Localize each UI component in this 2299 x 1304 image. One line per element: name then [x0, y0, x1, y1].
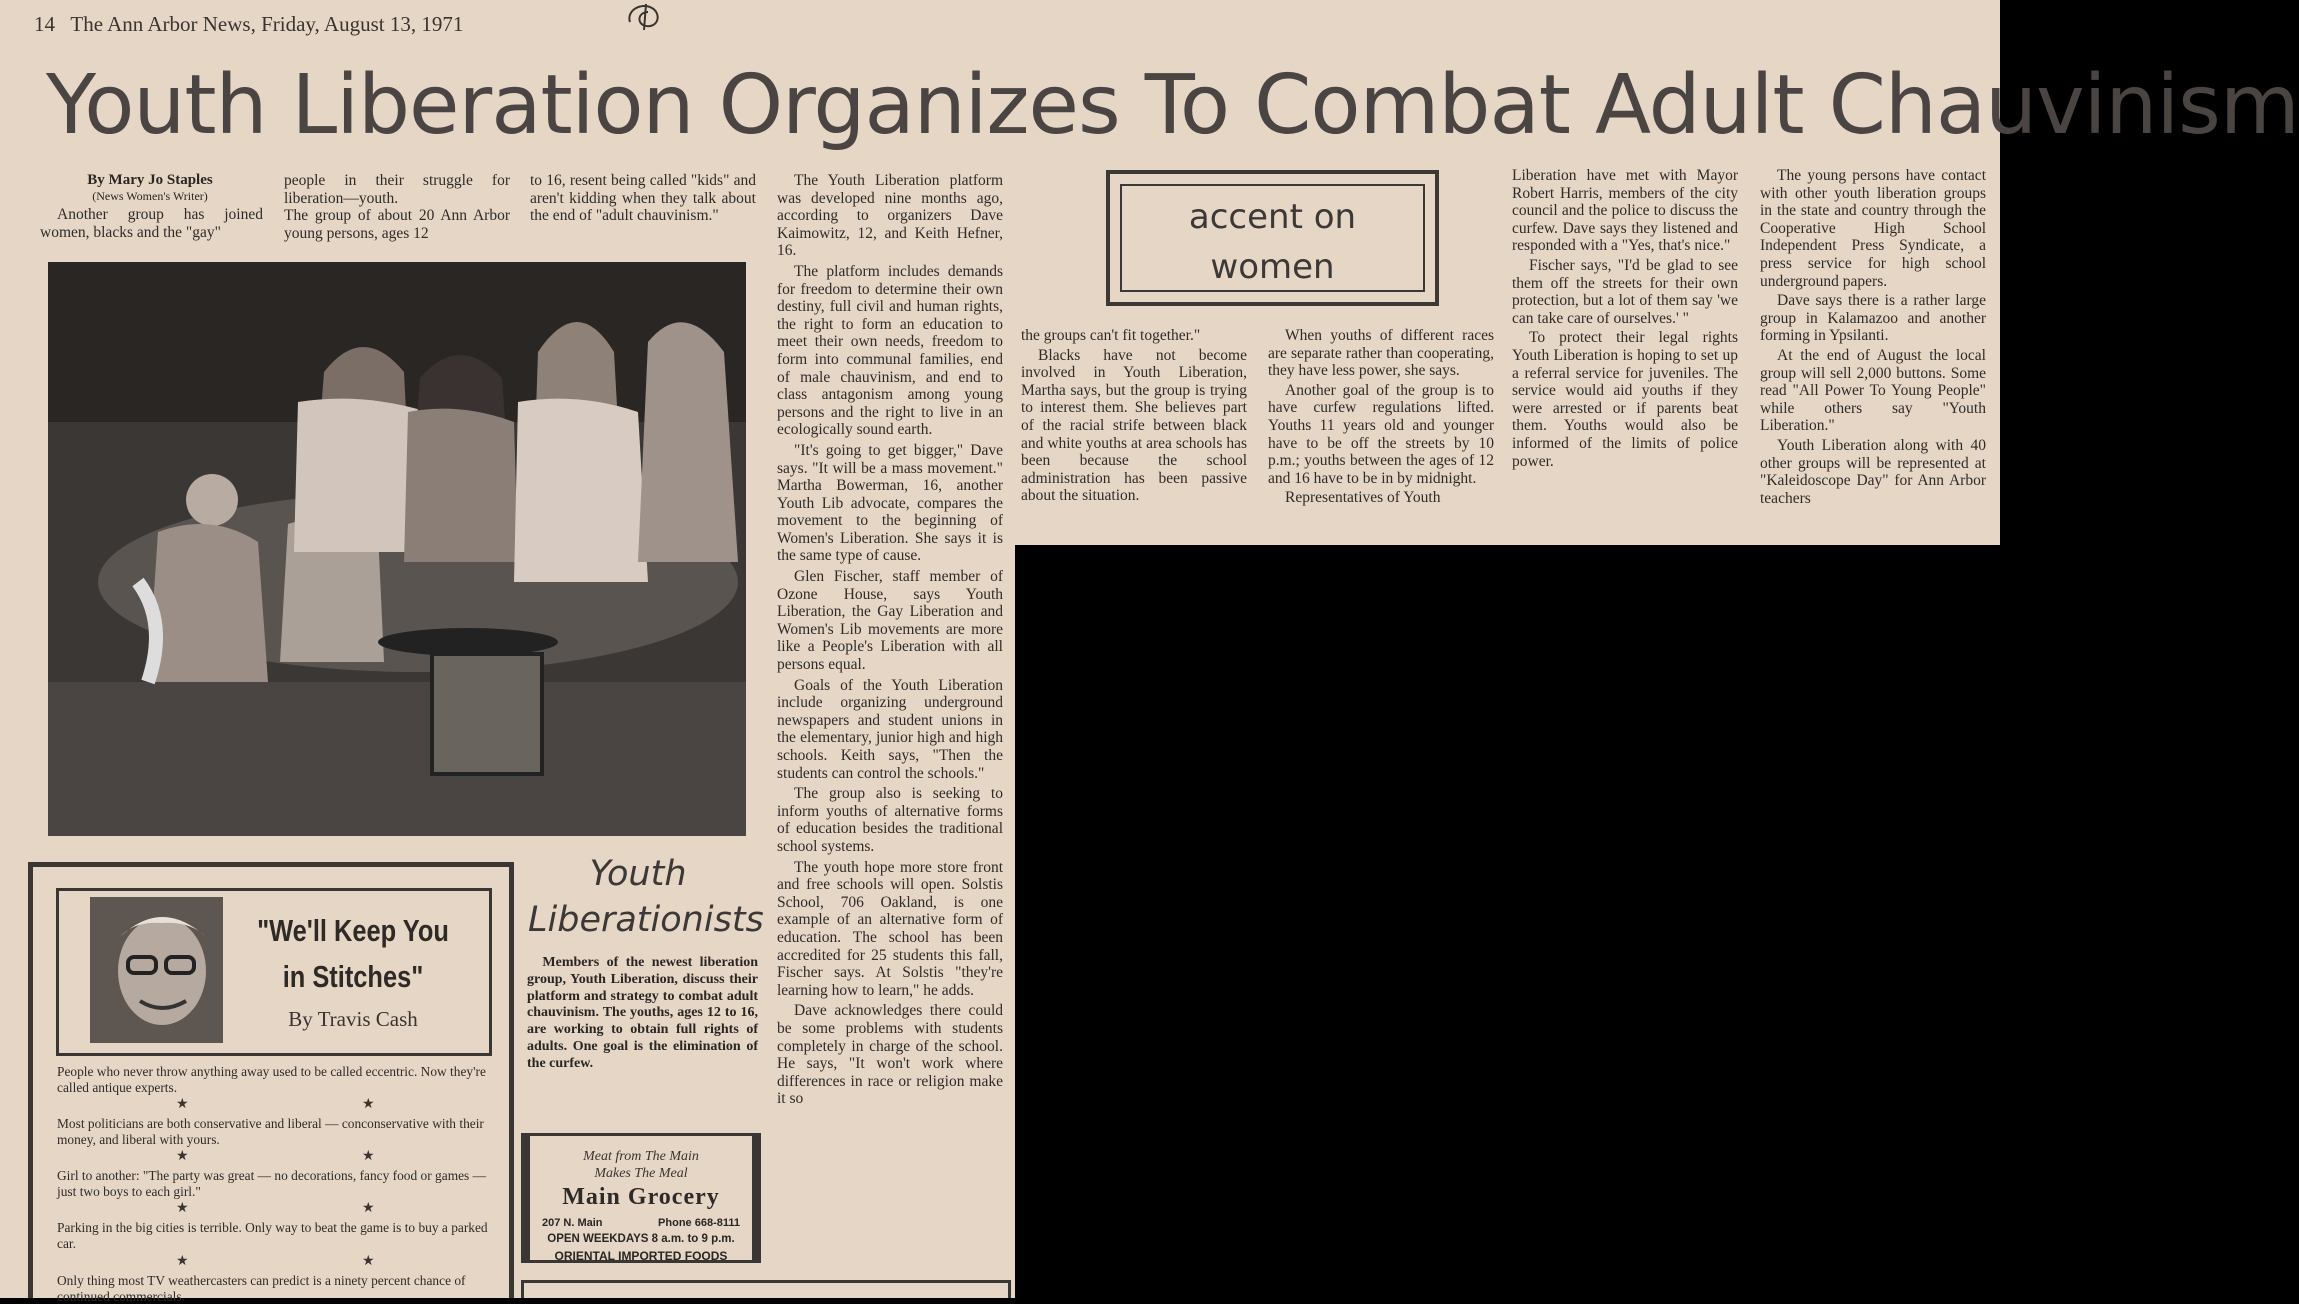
article-paragraph: To protect their legal rights Youth Liberation is hoping to set up a referral service for juveniles. The service would aid youths if they were arrested or if parents beat them. Youths would also be informed of the limits of police power.	[1512, 329, 1738, 470]
joke-item: Parking in the big cities is terrible. Only way to beat the game is to buy a parked car.	[57, 1220, 488, 1251]
joke-item: Most politicians are both conservative and liberal — conconservative with their money, and liberal with yours.	[57, 1116, 484, 1147]
article-paragraph: Dave acknowledges there could be some problems with students completely in charge of the school. He says, "It won't work where differences in race or religion make it so	[777, 1002, 1003, 1108]
article-col8	[1760, 167, 1986, 542]
separator-star: ★	[362, 1149, 375, 1164]
pen-doodle-mark	[622, 0, 672, 34]
article-col6	[1268, 327, 1494, 507]
article-col5	[1021, 327, 1247, 505]
article-paragraph: Fischer says, "I'd be glad to see them off the streets for their own protection, but a lot of them say 'we can take care of ourselves.' "	[1512, 256, 1738, 327]
separator-star: ★	[362, 1201, 375, 1216]
byline-name: By Mary Jo Staples	[87, 172, 213, 188]
article-paragraph: the groups can't fit together."	[1021, 327, 1201, 344]
joke-item: Girl to another: "The party was great — no decorations, fancy food or games — just two boys to each girl."	[57, 1168, 486, 1199]
ad-specialty: ORIENTAL IMPORTED FOODS	[554, 1249, 728, 1263]
bottom-ad-frame	[521, 1280, 1011, 1298]
photo-caption-text: Members of the newest liberation group, Youth Liberation, discuss their platform and strategy to combat adult chauvinism. The youths, ages 12 to 16, are working to obtain full rights of adults. One goal is the elimination of the curfew.	[527, 955, 758, 1071]
separator-star: ★	[176, 1149, 189, 1164]
humor-column-title: "We'll Keep You in Stitches"	[257, 913, 449, 994]
ad-store-name: Main Grocery	[562, 1184, 720, 1210]
article-paragraph: Liberation have met with Mayor Robert Harris, members of the city council and the police to discuss the curfew. Dave says they listened and responded with a "Yes, that's nice."	[1512, 167, 1738, 255]
article-paragraph: Glen Fischer, staff member of Ozone House, says Youth Liberation, the Gay Liberation and Women's Lib movements are more like a People's Liberation with all persons equal.	[777, 568, 1003, 674]
article-paragraph: At the end of August the local group will sell 2,000 buttons. Some read "All Power To Young People" while others say "Youth Liberation."	[1760, 346, 1986, 435]
article-col1-tail: Another group has joined women, blacks and the "gay"	[40, 206, 263, 241]
page-folio: 14 The Ann Arbor News, Friday, August 13, 1971	[34, 12, 464, 36]
accent-on-women-logo	[1106, 170, 1439, 306]
byline-role: (News Women's Writer)	[92, 189, 208, 203]
ad-address: 207 N. Main	[542, 1217, 603, 1229]
article-paragraph: "It's going to get bigger," Dave says. "It will be a mass movement." Martha Bowerman, 16, another Youth Lib advocate, compares the movement to the beginning of Women's Liberation. She says it is the same type of cause.	[777, 441, 1003, 565]
article-paragraph: The Youth Liberation platform was developed nine months ago, according to organizers Dave Kaimowitz, 12, and Keith Hefner, 16.	[777, 172, 1003, 260]
article-col7	[1512, 167, 1738, 470]
separator-star: ★	[176, 1254, 189, 1269]
article-paragraph: The young persons have contact with other youth liberation groups in the state and country through the Cooperative High School Independent Press Syndicate, a press service for high school underground papers.	[1760, 167, 1986, 290]
article-col2: people in their struggle for liberation—youth. The group of about 20 Ann Arbor young persons, ages 12	[284, 172, 510, 242]
article-paragraph: Another goal of the group is to have curfew regulations lifted. Youths 11 years old and younger have to be off the streets by 10 p.m.; youths between the ages of 12 and 16 have to be in by midnight.	[1268, 381, 1494, 487]
headline: Youth Liberation Organizes To Combat Adult Chauvinism	[46, 58, 2299, 153]
joke-item: Only thing most TV weathercasters can predict is a ninety percent chance of continued commercials.	[57, 1273, 466, 1304]
article-paragraph: The youth hope more store front and free schools will open. Solstis School, 706 Oakland, is one example of an alternative form of education. The school has been accredited for 25 students this fall, Fischer says. At Solstis "they're learning how to learn," he adds.	[777, 858, 1003, 999]
joke-item: People who never throw anything away used to be called eccentric. Now they're called antique experts.	[57, 1064, 486, 1095]
photo-caption-title: Youth Liberationists	[528, 854, 764, 940]
columnist-portrait	[90, 897, 223, 1043]
article-paragraph: The group also is seeking to inform youths of alternative forms of education besides the traditional school systems.	[777, 785, 1003, 855]
main-grocery-ad	[521, 1133, 761, 1263]
article-paragraph: Goals of the Youth Liberation include organizing underground newspapers and student unions in the elementary, junior high and high schools. Keith says, "Then the students can control the schools."	[777, 676, 1003, 782]
article-paragraph: Representatives of Youth	[1285, 489, 1441, 507]
article-col4	[777, 172, 1003, 1108]
article-col3: to 16, resent being called "kids" and aren't kidding when they talk about the end of "adult chauvinism."	[530, 172, 756, 225]
article-paragraph: Dave says there is a rather large group in Kalamazoo and another forming in Ypsilanti.	[1760, 292, 1986, 345]
article-paragraph: Youth Liberation along with 40 other groups will be represented at "Kaleidoscope Day" for Ann Arbor teachers	[1760, 436, 1986, 507]
separator-star: ★	[362, 1097, 375, 1112]
group-photo	[48, 262, 746, 836]
article-paragraph: Blacks have not become involved in Youth Liberation, Martha says, but the group is trying to interest them. She believes part of the racial strife between black and white youths at area schools has been because the school administration has been passive about the situation.	[1021, 346, 1247, 505]
byline	[40, 172, 260, 204]
ad-phone: Phone 668-8111	[658, 1217, 740, 1229]
separator-star: ★	[176, 1201, 189, 1216]
accent-logo-text: accent on women	[1188, 197, 1357, 287]
separator-star: ★	[176, 1097, 189, 1112]
article-paragraph: When youths of different races are separate rather than cooperating, they have less power, she says.	[1268, 327, 1494, 380]
humor-column-author: By Travis Cash	[288, 1007, 418, 1031]
separator-star: ★	[362, 1254, 375, 1269]
ad-tagline: Meat from The Main Makes The Meal	[583, 1149, 699, 1181]
ad-hours: OPEN WEEKDAYS 8 a.m. to 9 p.m.	[547, 1233, 735, 1245]
article-paragraph: The platform includes demands for freedom to determine their own destiny, full civil and human rights, the right to form an education to meet their own needs, freedom to form into communal families, end of male chauvinism, and end to class antagonism among young persons and the right to live in an ecologically sound earth.	[777, 262, 1003, 439]
